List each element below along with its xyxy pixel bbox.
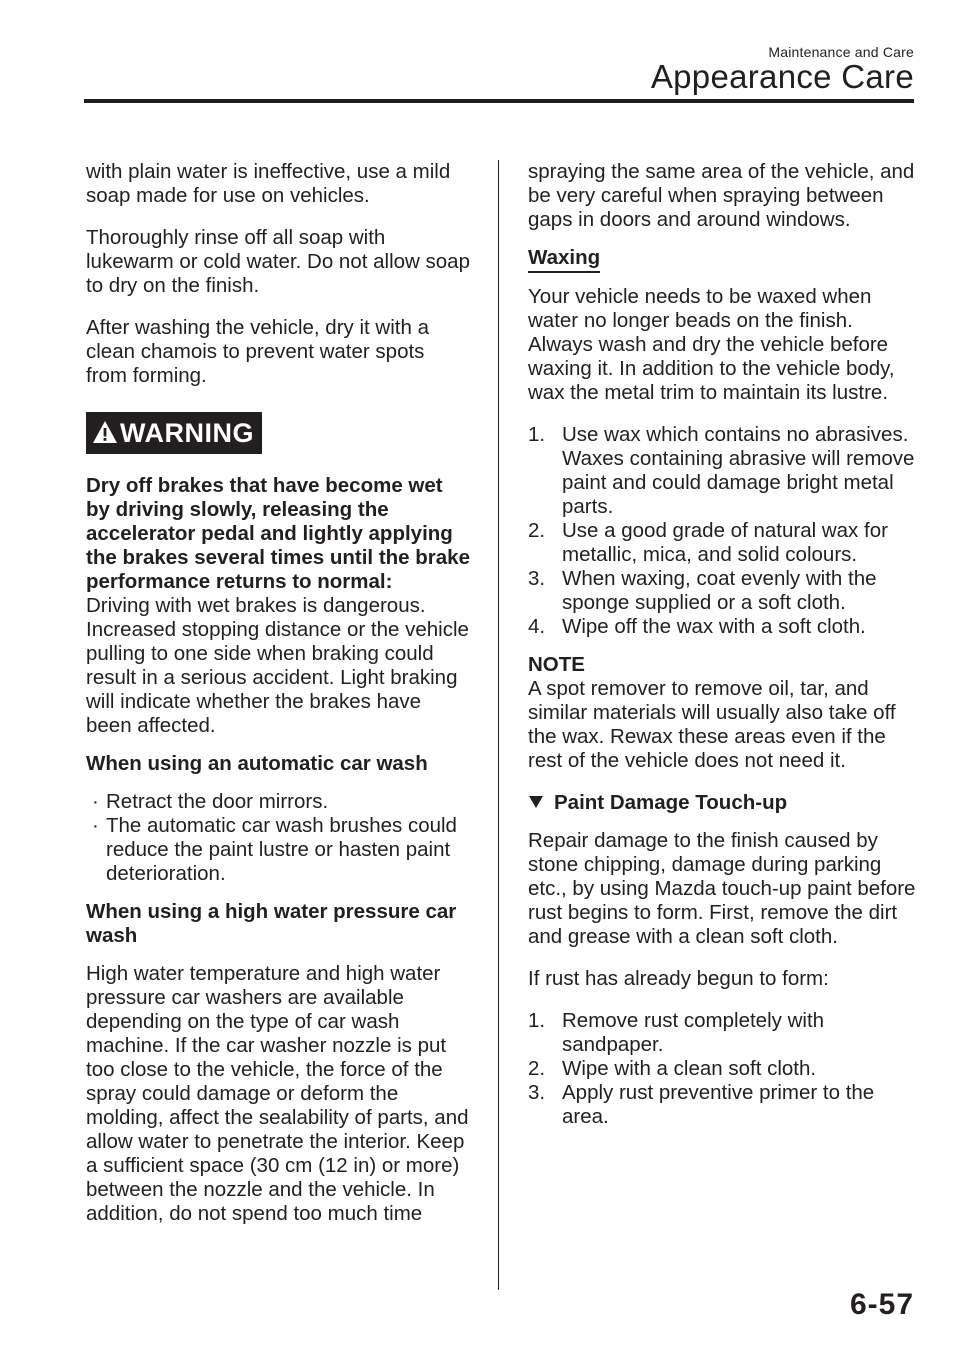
warning-badge: [86, 412, 262, 454]
list-item: [88, 814, 470, 886]
warning-bold-text: Dry off brakes that have become wet by driving slowly, releasing the accelerator pedal and lightly applying the brakes several times until the brake performance returns to normal:: [86, 474, 470, 593]
note-label: NOTE: [528, 653, 585, 676]
step-subtext: Waxes containing abrasive will remove paint and could damage bright metal parts.: [562, 447, 915, 518]
paint-damage-heading-text: Paint Damage Touch-up: [554, 791, 788, 814]
step-number: 2.: [528, 519, 546, 542]
auto-wash-heading: When using an automatic car wash: [86, 752, 428, 775]
step-number: 2.: [528, 1057, 546, 1080]
step-number: 3.: [528, 567, 546, 590]
list-item: [528, 615, 918, 639]
list-item: [528, 1009, 918, 1057]
triangle-down-icon: [528, 795, 544, 809]
list-item: [528, 519, 918, 567]
step-number: 1.: [528, 1009, 546, 1032]
note-text: A spot remover to remove oil, tar, and similar materials will usually also take off the wax. Rewax these areas even if the rest of the vehicle does not need it.: [528, 677, 896, 772]
high-pressure-heading: When using a high water pressure car wash: [86, 900, 457, 947]
continuation-text: spraying the same area of the vehicle, and be very careful when spraying between gaps in doors and around windows.: [528, 160, 915, 231]
bullet-text: The automatic car wash brushes could reduce the paint lustre or hasten paint deterioration.: [106, 814, 457, 885]
column-divider: [498, 160, 499, 1290]
warning-body-text: Driving with wet brakes is dangerous. Increased stopping distance or the vehicle pulling to one side when braking could result in a serious accident. Light braking will indicate whether the brakes have been affected.: [86, 594, 469, 737]
page-number: 6-57: [849, 1288, 914, 1321]
step-text: Use wax which contains no abrasives.: [562, 423, 909, 446]
page-title: Appearance Care: [650, 58, 914, 95]
step-text: Remove rust completely with sandpaper.: [562, 1009, 825, 1056]
rust-intro: If rust has already begun to form:: [528, 967, 829, 990]
warning-label: WARNING: [120, 418, 254, 448]
paragraph-dry: After washing the vehicle, dry it with a clean chamois to prevent water spots from forming.: [86, 316, 429, 387]
list-item: [528, 1081, 918, 1129]
waxing-steps: [528, 423, 918, 639]
step-text: Use a good grade of natural wax for metallic, mica, and solid colours.: [562, 519, 888, 566]
list-item: [88, 790, 470, 814]
step-number: 4.: [528, 615, 546, 638]
bullet-text: Retract the door mirrors.: [106, 790, 329, 813]
waxing-heading: Waxing: [528, 246, 600, 273]
step-text: When waxing, coat evenly with the sponge supplied or a soft cloth.: [562, 567, 877, 614]
warning-icon: [92, 420, 118, 444]
rust-steps: [528, 1009, 918, 1129]
paint-damage-heading: [528, 791, 918, 815]
paragraph-soap: with plain water is ineffective, use a mild soap made for use on vehicles.: [86, 160, 451, 207]
high-pressure-text: High water temperature and high water pressure car washers are available depending on the type of car wash machine. If the car washer nozzle is put too close to the vehicle, the force of the spray could damage or deform the molding, affect the sealability of parts, and allow water to penetrate the interior. Keep a sufficient space (30 cm (12 in) or more) between the nozzle and the vehicle. In addition, do not spend too much time: [86, 962, 469, 1225]
auto-wash-list: [88, 790, 470, 886]
right-column: [528, 160, 918, 1143]
bullet-dot: ·: [92, 790, 99, 813]
step-text: Apply rust preventive primer to the area.: [562, 1081, 875, 1128]
step-text: Wipe off the wax with a soft cloth.: [562, 615, 866, 638]
waxing-intro: Your vehicle needs to be waxed when water no longer beads on the finish. Always wash and dry the vehicle before waxing it. In addition to the vehicle body, wax the metal trim to maintain its lustre.: [528, 285, 895, 404]
bullet-dot: ·: [92, 814, 99, 837]
paragraph-rinse: Thoroughly rinse off all soap with lukewarm or cold water. Do not allow soap to dry on the finish.: [86, 226, 470, 297]
step-text: Wipe with a clean soft cloth.: [562, 1057, 817, 1080]
list-item: [528, 1057, 918, 1081]
list-item: [528, 567, 918, 615]
step-number: 3.: [528, 1081, 546, 1104]
left-column: [86, 160, 470, 1226]
section-label: Maintenance and Care: [768, 44, 914, 60]
step-number: 1.: [528, 423, 546, 446]
header-rule: [84, 99, 914, 103]
paint-damage-text: Repair damage to the finish caused by stone chipping, damage during parking etc., by using Mazda touch-up paint before rust begins to form. First, remove the dirt and grease with a clean soft cloth.: [528, 829, 916, 948]
list-item: [528, 423, 918, 519]
